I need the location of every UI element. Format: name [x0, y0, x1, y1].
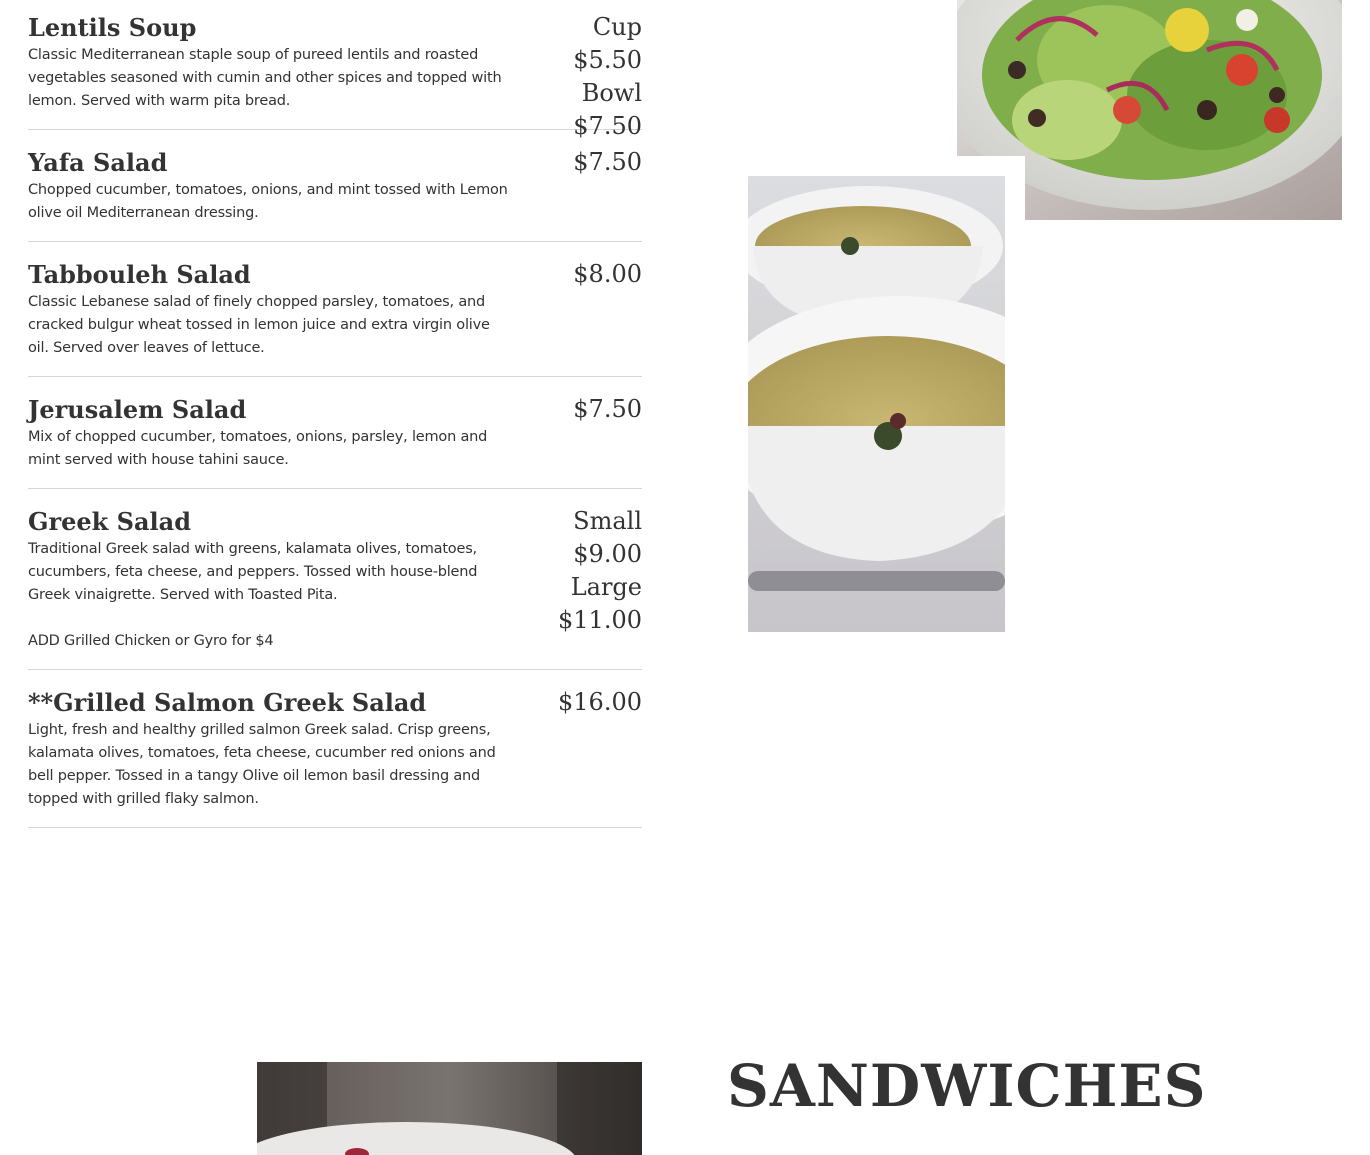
menu-item-grilled-salmon-greek-salad [28, 670, 642, 828]
menu-item-yafa-salad [28, 130, 642, 242]
menu-item-name: Jerusalem Salad [28, 395, 247, 424]
menu-item-addon-note: ADD Grilled Chicken or Gyro for $4 [28, 633, 274, 649]
menu-item-description: Mix of chopped cucumber, tomatoes, onions, parsley, lemon and mint served with house tahini sauce. [28, 429, 488, 468]
menu-item-description: Classic Mediterranean staple soup of pureed lentils and roasted vegetables seasoned with cumin and other spices and topped with lemon. Served with warm pita bread. [28, 47, 502, 109]
menu-item-price: $7.50 [573, 395, 642, 423]
menu-item-name: Lentils Soup [28, 13, 197, 42]
menu-item-price: Small $9.00 Large $11.00 [558, 507, 642, 634]
menu-item-name: **Grilled Salmon Greek Salad [28, 688, 427, 717]
menu-item-description: Chopped cucumber, tomatoes, onions, and mint tossed with Lemon olive oil Mediterranean dressing. [28, 182, 508, 221]
menu-item-greek-salad [28, 489, 642, 670]
menu-item-price: $16.00 [558, 688, 642, 716]
menu-item-price: $8.00 [573, 260, 642, 288]
menu-item-tabbouleh-salad [28, 242, 642, 377]
section-heading-sandwiches: SANDWICHES [727, 1052, 1207, 1120]
sandwich-photo [257, 1062, 642, 1155]
menu-item-name: Greek Salad [28, 507, 191, 536]
menu-item-price: $7.50 [573, 148, 642, 176]
menu-item-lentils-soup [28, 0, 642, 140]
menu-item-name: Yafa Salad [28, 148, 168, 177]
menu-item-price: Cup $5.50 Bowl $7.50 [573, 13, 642, 140]
menu-item-description: Classic Lebanese salad of finely chopped parsley, tomatoes, and cracked bulgur wheat tossed in lemon juice and extra virgin olive oil. Served over leaves of lettuce. [28, 294, 490, 356]
menu-list [28, 0, 642, 828]
menu-item-name: Tabbouleh Salad [28, 260, 251, 289]
menu-item-description: Traditional Greek salad with greens, kalamata olives, tomatoes, cucumbers, feta cheese, and peppers. Tossed with house-blend Greek vinaigrette. Served with Toasted Pita. [28, 541, 478, 603]
lentil-soup-photo [748, 176, 1005, 632]
menu-item-description: Light, fresh and healthy grilled salmon Greek salad. Crisp greens, kalamata olives, tomatoes, feta cheese, cucumber red onions and bell pepper. Tossed in a tangy Olive oil lemon basil dressing and topped with grilled flaky salmon. [28, 722, 496, 807]
menu-item-jerusalem-salad [28, 377, 642, 489]
